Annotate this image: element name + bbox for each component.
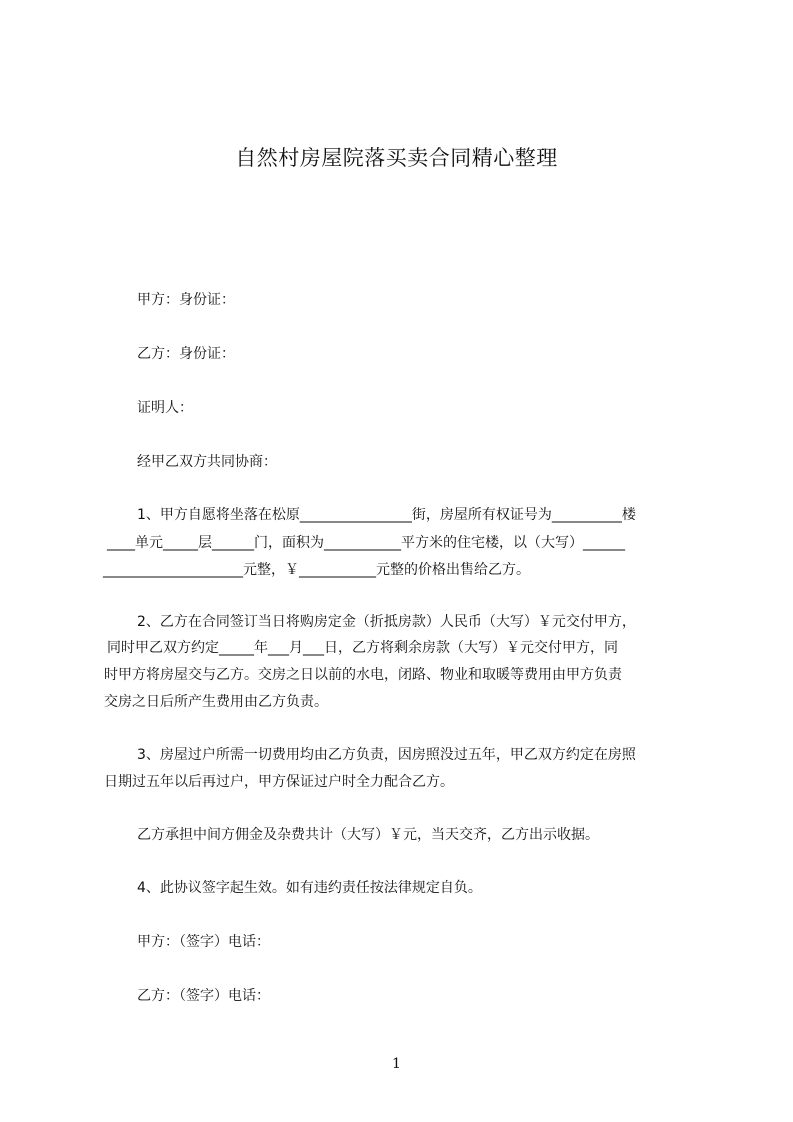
- party-b-line: 乙方：身份证：: [137, 346, 235, 362]
- page-number: 1: [392, 1056, 401, 1072]
- clause-4-line: 4、此协议签字起生效。如有违约责任按法律规定自负。: [137, 880, 482, 896]
- party-a-line: 甲方：身份证：: [137, 292, 235, 308]
- agency-fee-line: 乙方承担中间方佣金及杂费共计（大写）￥元，当天交齐，乙方出示收据。: [137, 827, 599, 843]
- clause-1-line-3: ____________________元整，￥___________元整的价格出售给乙方。: [103, 562, 530, 578]
- clause-2-line-2: 同时甲乙双方约定_____年___月___日，乙方将剩余房款（大写）￥元交付甲方，同: [107, 640, 618, 656]
- clause-3-line-1: 3、房屋过户所需一切费用均由乙方负责，因房照没过五年，甲乙双方约定在房照: [137, 747, 636, 763]
- clause-1-line-1: 1、甲方自愿将坐落在松原________________街，房屋所有权证号为__________楼: [137, 507, 636, 523]
- witness-line: 证明人：: [137, 400, 193, 416]
- clause-2-line-4: 交房之日后所产生费用由乙方负责。: [104, 694, 328, 710]
- clause-1-line-2: ____单元_____层______门，面积为___________平方米的住宅楼，以（大写）______: [107, 535, 625, 551]
- signature-party-a: 甲方：（签字）电话：: [137, 934, 270, 950]
- clause-2-line-1: 2、乙方在合同签订当日将购房定金（折抵房款）人民币（大写）￥元交付甲方，: [137, 614, 636, 630]
- document-title: 自然村房屋院落买卖合同精心整理: [235, 146, 558, 170]
- consensus-line: 经甲乙双方共同协商：: [137, 454, 277, 470]
- clause-3-line-2: 日期过五年以后再过户，甲方保证过户时全力配合乙方。: [104, 774, 454, 790]
- signature-party-b: 乙方：（签字）电话：: [137, 988, 270, 1004]
- clause-2-line-3: 时甲方将房屋交与乙方。交房之日以前的水电，闭路、物业和取暖等费用由甲方负责: [104, 667, 622, 683]
